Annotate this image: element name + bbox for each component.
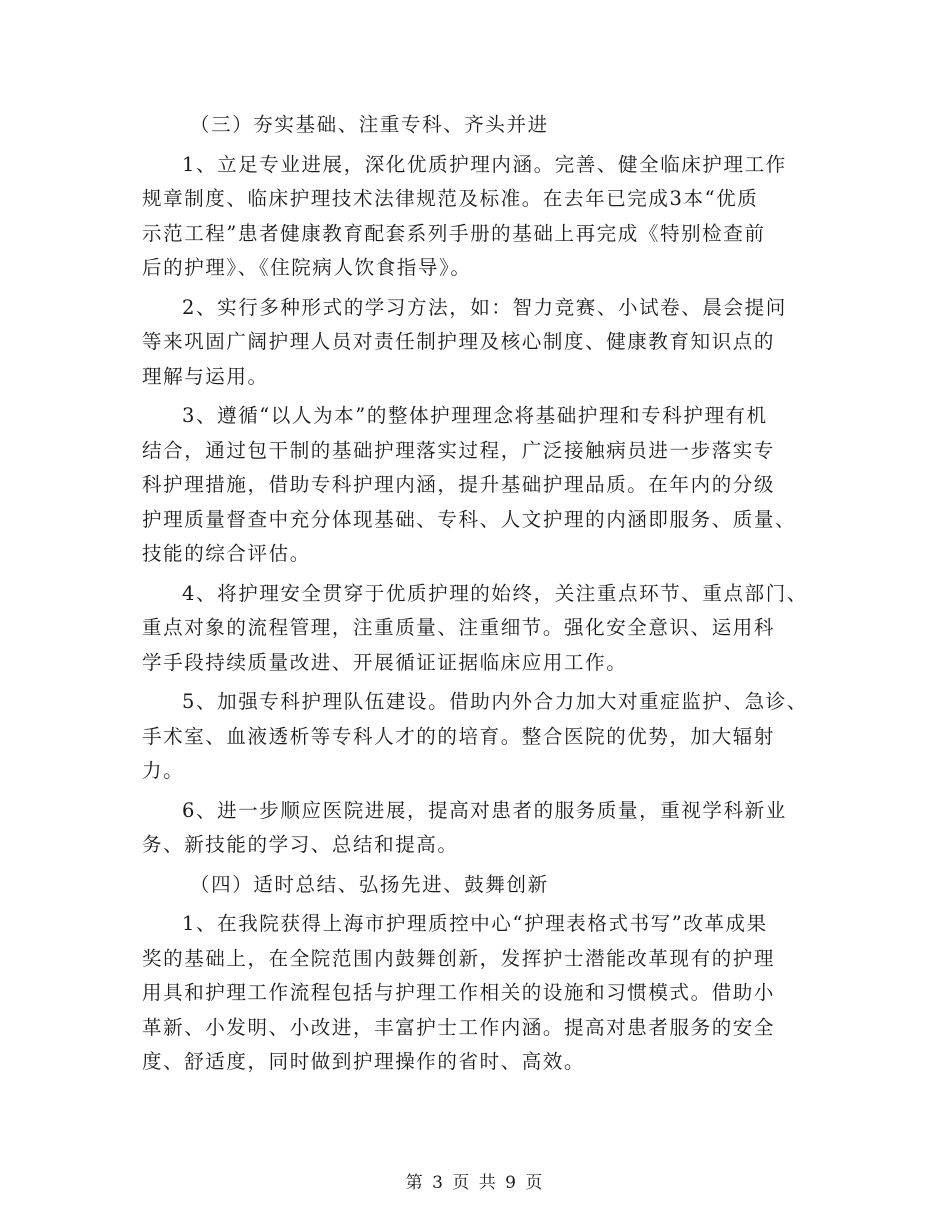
paragraph-line: 重点对象的流程管理，注重质量、注重细节。强化安全意识、运用科 xyxy=(142,616,776,639)
paragraph-line: 示范工程”患者健康教育配套系列手册的基础上再完成《特别检查前 xyxy=(142,221,766,245)
paragraph-1 xyxy=(142,148,822,286)
paragraph-line: 6、进一步顺应医院进展，提高对患者的服务质量，重视学科新业 xyxy=(182,798,787,822)
paragraph-3 xyxy=(142,399,822,572)
paragraph-line: 1、立足专业进展，深化优质护理内涵。完善、健全临床护理工作 xyxy=(182,152,787,176)
section-heading: （三）夯实基础、注重专科、齐头并进 xyxy=(190,113,549,136)
paragraph-line: 力。 xyxy=(142,759,185,782)
paragraph-line: 技能的综合评估。 xyxy=(142,542,311,565)
paragraph-line: 用具和护理工作流程包括与护理工作相关的设施和习惯模式。借助小 xyxy=(142,981,776,1004)
document-body xyxy=(142,108,822,1080)
paragraph-line: 4、将护理安全贯穿于优质护理的始终，关注重点环节、重点部门、 xyxy=(182,581,808,605)
paragraph-line: 奖的基础上，在全院范围内鼓舞创新，发挥护士潜能改革现有的护理 xyxy=(142,946,776,970)
paragraph-line: 1、在我院获得上海市护理质控中心“护理表格式书写”改革成果 xyxy=(182,912,768,935)
paragraph-line: 后的护理》、《住院病人饮食指导》。 xyxy=(142,256,472,279)
paragraph-5 xyxy=(142,685,822,789)
paragraph-line: 学手段持续质量改进、开展循证证据临床应用工作。 xyxy=(142,650,628,674)
paragraph-line: 5、加强专科护理队伍建设。借助内外合力加大对重症监护、急诊、 xyxy=(182,690,808,713)
paragraph-line: 规章制度、临床护理技术法律规范及标准。在去年已完成3本“优质 xyxy=(142,187,759,210)
section-three xyxy=(142,108,822,863)
paragraph-line: 结合，通过包干制的基础护理落实过程，广泛接触病员进一步落实专 xyxy=(142,438,776,462)
page-number: 第 3 页 共 9 页 xyxy=(405,1173,545,1193)
paragraph-line: 度、舒适度，同时做到护理操作的省时、高效。 xyxy=(142,1050,586,1073)
paragraph-4 xyxy=(142,577,822,681)
paragraph-line: 3、遵循“以人为本”的整体护理理念将基础护理和专科护理有机 xyxy=(182,404,768,427)
paragraph-line: 手术室、血液透析等专科人才的的培育。整合医院的优势，加大辐射 xyxy=(142,724,776,748)
section-four xyxy=(142,868,822,1080)
paragraph-2 xyxy=(142,291,822,395)
paragraph-line: 务、新技能的学习、总结和提高。 xyxy=(142,833,459,856)
paragraph-line: 护理质量督查中充分体现基础、专科、人文护理的内涵即服务、质量、 xyxy=(142,507,797,531)
paragraph-line: 科护理措施，借助专科护理内涵，提升基础护理品质。在年内的分级 xyxy=(142,473,776,496)
paragraph-7 xyxy=(142,907,822,1080)
paragraph-line: 等来巩固广阔护理人员对责任制护理及核心制度、健康教育知识点的 xyxy=(142,330,776,353)
paragraph-line: 理解与运用。 xyxy=(142,364,269,388)
paragraph-line: 革新、小发明、小改进，丰富护士工作内涵。提高对患者服务的安全 xyxy=(142,1015,776,1039)
section-heading: （四）适时总结、弘扬先进、鼓舞创新 xyxy=(190,872,549,896)
paragraph-6 xyxy=(142,794,822,863)
paragraph-line: 2、实行多种形式的学习方法，如：智力竞赛、小试卷、晨会提问 xyxy=(182,295,787,319)
